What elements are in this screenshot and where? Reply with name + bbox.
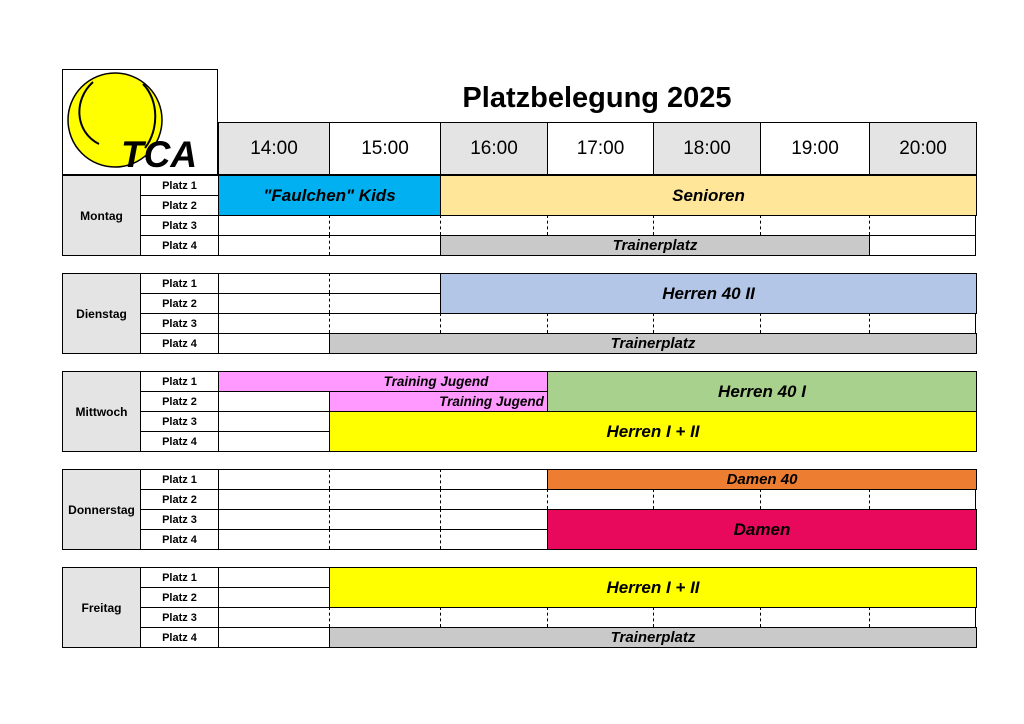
court-label: Platz 1 [140,273,219,294]
logo-text: TCA [121,134,198,173]
schedule-cell[interactable] [441,470,547,489]
schedule-cell[interactable] [870,216,976,235]
court-label: Platz 1 [140,567,219,588]
schedule-cell[interactable] [330,470,440,489]
schedule-cell[interactable] [330,216,440,235]
day-label: Dienstag [62,273,141,354]
booking-block[interactable]: Herren I + II [329,411,977,452]
booking-block[interactable]: Damen 40 [547,469,977,490]
booking-block[interactable]: Senioren [440,175,977,216]
schedule-cell[interactable] [219,314,329,333]
schedule-cell[interactable] [870,236,976,255]
court-label: Platz 1 [140,371,219,392]
court-label: Platz 2 [140,489,219,510]
schedule-cell[interactable] [219,412,329,431]
page-title: Platzbelegung 2025 [462,82,732,114]
schedule-cell[interactable] [219,628,329,647]
court-label: Platz 3 [140,313,219,334]
court-label: Platz 4 [140,333,219,354]
schedule-cell[interactable] [330,236,440,255]
court-label: Platz 2 [140,391,219,412]
schedule-cell[interactable] [219,236,329,255]
time-slot-header: 20:00 [869,122,977,175]
schedule-cell[interactable] [654,216,760,235]
day-label: Montag [62,175,141,256]
booking-block[interactable]: Trainerplatz [329,333,977,354]
court-label: Platz 2 [140,195,219,216]
schedule-cell[interactable] [330,490,440,509]
booking-block[interactable]: "Faulchen" Kids [218,175,441,216]
schedule-cell[interactable] [654,314,760,333]
court-label: Platz 3 [140,215,219,236]
schedule-cell[interactable] [219,490,329,509]
court-label: Platz 3 [140,607,219,628]
booking-block[interactable]: Herren 40 I [547,371,977,412]
schedule-cell[interactable] [441,530,547,549]
court-label: Platz 3 [140,411,219,432]
schedule-cell[interactable] [761,608,869,627]
court-label: Platz 4 [140,529,219,550]
time-slot-header: 16:00 [440,122,548,175]
schedule-cell[interactable] [219,568,329,587]
schedule-cell[interactable] [219,334,329,353]
schedule-cell[interactable] [441,216,547,235]
schedule-cell[interactable] [219,588,329,607]
schedule-cell[interactable] [219,294,329,313]
court-label: Platz 1 [140,175,219,196]
court-label: Platz 4 [140,235,219,256]
day-label: Freitag [62,567,141,648]
booking-block[interactable]: Trainerplatz [440,235,870,256]
court-label: Platz 2 [140,587,219,608]
schedule-cell[interactable] [330,608,440,627]
tennis-ball-logo-icon [63,70,216,173]
time-slot-header: 17:00 [547,122,654,175]
booking-block[interactable]: Herren I + II [329,567,977,608]
schedule-cell[interactable] [441,510,547,529]
schedule-cell[interactable] [219,608,329,627]
booking-block[interactable]: Herren 40 II [440,273,977,314]
court-label: Platz 1 [140,469,219,490]
schedule-cell[interactable] [870,608,976,627]
schedule-cell[interactable] [548,216,653,235]
booking-block[interactable]: Training Jugend [329,391,654,412]
booking-block[interactable]: Damen [547,509,977,550]
court-label: Platz 3 [140,509,219,530]
schedule-cell[interactable] [870,490,976,509]
schedule-cell[interactable] [330,510,440,529]
schedule-cell[interactable] [219,216,329,235]
schedule-cell[interactable] [219,274,329,293]
club-logo [62,69,218,175]
schedule-cell[interactable] [548,608,653,627]
time-slot-header: 15:00 [329,122,441,175]
schedule-cell[interactable] [761,490,869,509]
schedule-cell[interactable] [761,314,869,333]
schedule-cell[interactable] [219,530,329,549]
schedule-cell[interactable] [219,470,329,489]
schedule-cell[interactable] [330,530,440,549]
schedule-cell[interactable] [441,608,547,627]
schedule-cell[interactable] [761,216,869,235]
schedule-cell[interactable] [548,314,653,333]
schedule-cell[interactable] [330,274,440,293]
schedule-cell[interactable] [870,314,976,333]
schedule-cell[interactable] [654,608,760,627]
schedule-cell[interactable] [219,510,329,529]
schedule-cell[interactable] [441,490,547,509]
schedule-cell[interactable] [330,294,440,313]
court-label: Platz 4 [140,431,219,452]
schedule-cell[interactable] [219,392,329,411]
schedule-cell[interactable] [654,490,760,509]
booking-block[interactable]: Training Jugend [218,371,654,392]
day-label: Donnerstag [62,469,141,550]
schedule-cell[interactable] [548,490,653,509]
time-slot-header: 19:00 [760,122,870,175]
schedule-cell[interactable] [219,432,329,451]
schedule-cell[interactable] [330,314,440,333]
time-slot-header: 14:00 [218,122,330,175]
court-label: Platz 2 [140,293,219,314]
time-slot-header: 18:00 [653,122,761,175]
day-label: Mittwoch [62,371,141,452]
schedule-cell[interactable] [441,314,547,333]
booking-block[interactable]: Trainerplatz [329,627,977,648]
court-label: Platz 4 [140,627,219,648]
